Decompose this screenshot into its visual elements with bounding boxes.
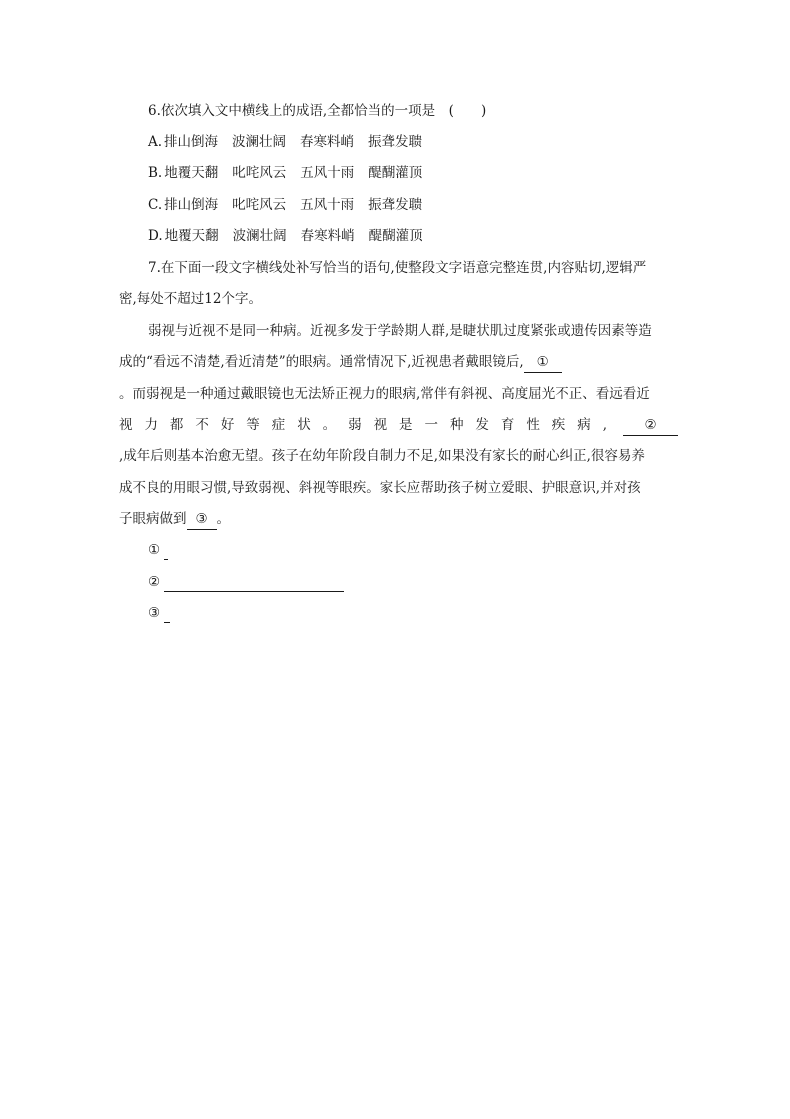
option-label: B. (148, 165, 163, 181)
option-b[interactable] (148, 163, 436, 183)
passage-line-6: 成不良的用眼习惯,导致弱视、斜视等眼疾。家长应帮助孩子树立爱眼、护眼意识,并对孩 (119, 480, 641, 496)
passage-line-5: ,成年后则基本治愈无望。孩子在幼年阶段自制力不足,如果没有家长的耐心纠正,很容易养 (119, 448, 645, 464)
blank-2[interactable]: ② (623, 415, 678, 436)
idiom: 波澜壮阔 (232, 134, 287, 150)
idiom: 地覆天翻 (164, 165, 219, 181)
answer-3[interactable] (148, 603, 170, 623)
idiom: 叱咤风云 (232, 197, 287, 213)
option-label: A. (148, 134, 163, 150)
option-c[interactable] (148, 195, 436, 215)
option-a[interactable] (148, 132, 436, 152)
question-6-stem: 6.依次填入文中横线上的成语,全都恰当的一项是 ( ) (148, 103, 487, 119)
blank-1[interactable]: ① (524, 352, 562, 373)
idiom: 五风十雨 (300, 197, 355, 213)
idiom: 叱咤风云 (232, 165, 287, 181)
passage-text: 成的“看远不清楚,看近清楚”的眼病。通常情况下,近视患者戴眼镜后, (119, 354, 524, 370)
idiom: 春寒料峭 (300, 134, 355, 150)
idiom: 波澜壮阔 (232, 228, 287, 244)
idiom: 醍醐灌顶 (368, 228, 423, 244)
passage-line-1: 弱视与近视不是同一种病。近视多发于学龄期人群,是睫状肌过度紧张或遗传因素等造 (148, 323, 652, 339)
answer-number: ① (148, 542, 161, 558)
idiom: 排山倒海 (164, 197, 219, 213)
passage-line-2 (119, 352, 562, 373)
passage-line-3: 。而弱视是一种通过戴眼镜也无法矫正视力的眼病,常伴有斜视、高度屈光不正、看远看近 (119, 386, 650, 402)
passage-text: 视力都不好等症状。弱视是一种发育性疾病, (119, 417, 609, 433)
answer-1[interactable] (148, 540, 168, 560)
idiom: 醍醐灌顶 (368, 165, 423, 181)
answer-2-underline[interactable] (164, 577, 344, 592)
idiom: 振聋发聩 (368, 134, 423, 150)
option-d[interactable] (148, 226, 437, 246)
option-label: C. (148, 197, 163, 213)
passage-line-7 (119, 509, 230, 530)
passage-text: 。 (216, 511, 230, 527)
passage-text: 子眼病做到 (119, 511, 187, 527)
answer-number: ③ (148, 605, 161, 621)
idiom: 振聋发聩 (368, 197, 423, 213)
answer-3-underline[interactable] (164, 608, 170, 623)
blank-3[interactable]: ③ (187, 509, 217, 530)
question-7-stem-line2: 密,每处不超过12个字。 (119, 291, 262, 307)
idiom: 排山倒海 (164, 134, 219, 150)
answer-number: ② (148, 574, 161, 590)
answer-1-underline[interactable] (164, 545, 168, 560)
idiom: 春寒料峭 (300, 228, 355, 244)
passage-line-4 (119, 415, 678, 436)
idiom: 地覆天翻 (164, 228, 219, 244)
option-label: D. (148, 228, 163, 244)
question-7-stem-line1: 7.在下面一段文字横线处补写恰当的语句,使整段文字语意完整连贯,内容贴切,逻辑严 (148, 260, 647, 276)
idiom: 五风十雨 (300, 165, 355, 181)
answer-2[interactable] (148, 572, 344, 592)
